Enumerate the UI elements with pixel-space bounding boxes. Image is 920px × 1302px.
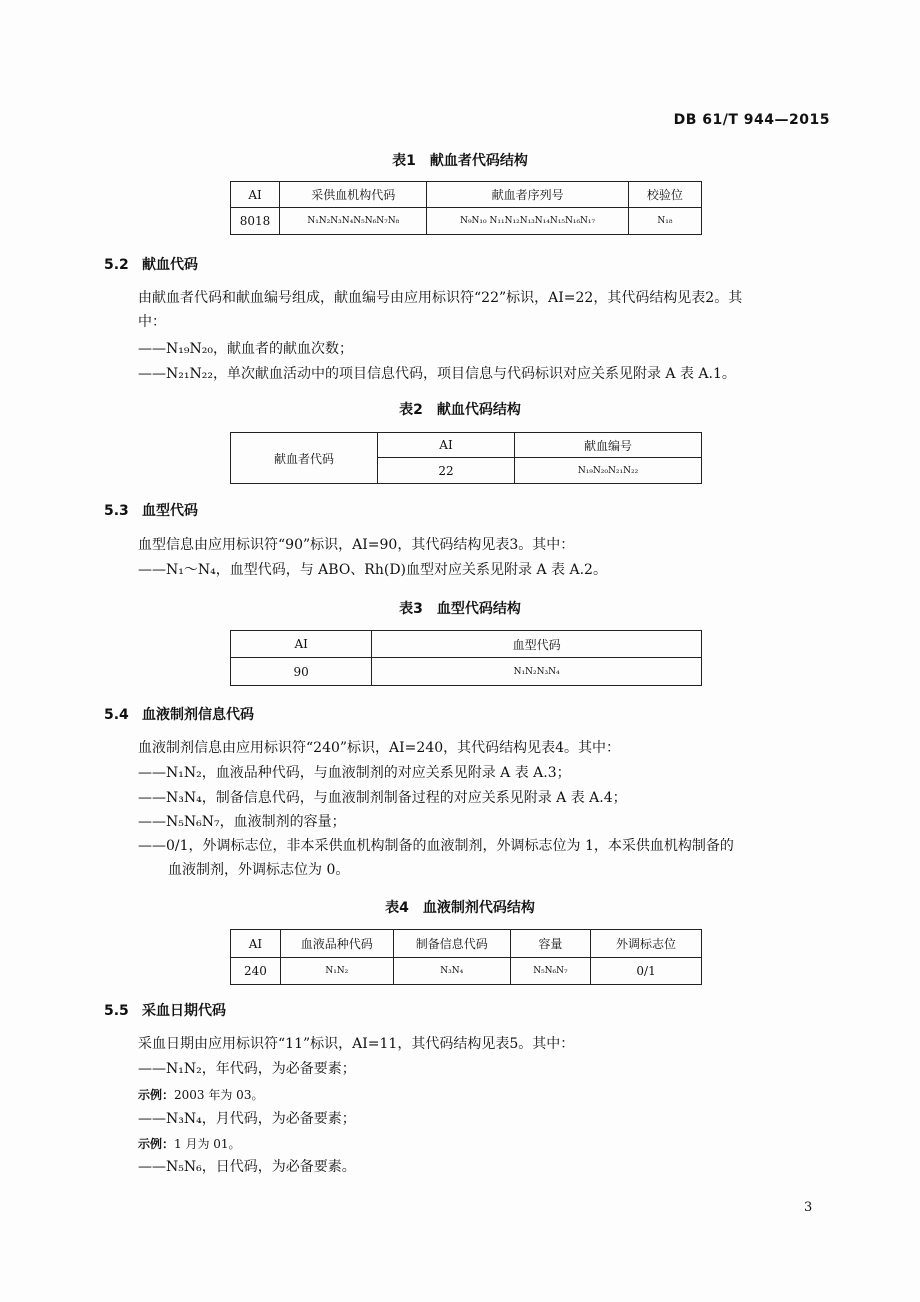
table4-header-prep: 制备信息代码	[393, 930, 510, 958]
table2-header-donation-no: 献血编号	[515, 433, 702, 458]
section-5-4-item4: ——0/1，外调标志位，非本采供血机构制备的血液制剂，外调标志位为 1，本采供血机构制备的	[138, 838, 734, 854]
table4-cell-flag: 0/1	[591, 958, 702, 985]
table4-header-volume: 容量	[510, 930, 590, 958]
section-5-2-item1: ——N₁₉N₂₀，献血者的献血次数；	[138, 341, 353, 357]
section-5-3-title: 血型代码	[142, 503, 198, 519]
table4-header-ai: AI	[231, 930, 281, 958]
table4	[230, 929, 702, 985]
table3	[230, 630, 702, 686]
example2-label: 示例：	[138, 1137, 175, 1151]
table3-header-blood-type: 血型代码	[372, 631, 702, 658]
table2-caption-num: 表2	[399, 402, 423, 418]
section-5-5-title: 采血日期代码	[142, 1003, 226, 1019]
table1-caption-title: 献血者代码结构	[429, 153, 528, 169]
table3-caption-title: 血型代码结构	[436, 601, 521, 617]
table4-header-flag: 外调标志位	[591, 930, 702, 958]
table1-header-seq: 献血者序列号	[427, 182, 628, 208]
section-5-5-item1: ——N₁N₂，年代码，为必备要素；	[138, 1061, 356, 1077]
section-5-4-heading	[104, 704, 254, 724]
table2-donor-code-cell: 献血者代码	[231, 433, 378, 484]
example1-label: 示例：	[138, 1088, 175, 1102]
table3-cell-blood-type: N₁N₂N₃N₄	[372, 658, 702, 686]
table1-cell-ai: 8018	[231, 208, 280, 235]
table4-cell-variety: N₁N₂	[280, 958, 393, 985]
table3-cell-ai: 90	[231, 658, 372, 686]
table4-caption-num: 表4	[385, 900, 409, 916]
section-5-3-item1: ——N₁～N₄，血型代码，与 ABO、Rh(D)血型对应关系见附录 A 表 A.2。	[138, 562, 607, 578]
section-5-2-para-cont: 中：	[138, 314, 166, 330]
section-5-2-num: 5.2	[104, 257, 129, 273]
section-5-4-num: 5.4	[104, 707, 129, 723]
section-5-3-para: 血型信息由应用标识符“90”标识，AI=90，其代码结构见表3。其中：	[138, 537, 575, 553]
table2	[230, 432, 702, 484]
section-5-4-item4-cont: 血液制剂，外调标志位为 0。	[168, 862, 350, 878]
table1-caption-num: 表1	[392, 153, 416, 169]
example2-text: 1 月为 01。	[174, 1137, 241, 1151]
section-5-5-item2: ——N₃N₄，月代码，为必备要素；	[138, 1111, 356, 1127]
table2-header-ai: AI	[378, 433, 515, 458]
table4-caption	[0, 897, 920, 917]
table1-cell-check: N₁₈	[628, 208, 701, 235]
table3-caption	[0, 598, 920, 618]
section-5-5-example1	[138, 1086, 263, 1103]
section-5-2-para: 由献血者代码和献血编号组成，献血编号由应用标识符“22”标识，AI=22，其代码结构见表2。其	[138, 290, 743, 306]
section-5-5-item3: ——N₅N₆，日代码，为必备要素。	[138, 1159, 356, 1175]
section-5-2-heading	[104, 254, 198, 274]
table1-caption	[0, 150, 920, 170]
section-5-4-item1: ——N₁N₂，血液品种代码，与血液制剂的对应关系见附录 A 表 A.3；	[138, 765, 571, 781]
table2-cell-donation-no: N₁₉N₂₀N₂₁N₂₂	[515, 458, 702, 484]
page-number: 3	[804, 1200, 813, 1215]
table1-header-check: 校验位	[628, 182, 701, 208]
table1	[230, 181, 702, 235]
table1-cell-seq: N₉N₁₀ N₁₁N₁₂N₁₃N₁₄N₁₅N₁₆N₁₇	[427, 208, 628, 235]
table4-cell-prep: N₃N₄	[393, 958, 510, 985]
section-5-5-example2	[138, 1135, 241, 1152]
section-5-5-para: 采血日期由应用标识符“11”标识，AI=11，其代码结构见表5。其中：	[138, 1036, 575, 1052]
section-5-4-item2: ——N₃N₄，制备信息代码，与血液制剂制备过程的对应关系见附录 A 表 A.4；	[138, 790, 627, 806]
table1-header-org: 采供血机构代码	[280, 182, 427, 208]
section-5-2-title: 献血代码	[142, 257, 198, 273]
table2-cell-ai: 22	[378, 458, 515, 484]
table3-header-ai: AI	[231, 631, 372, 658]
doc-code-header: DB 61/T 944—2015	[673, 112, 830, 128]
table4-header-variety: 血液品种代码	[280, 930, 393, 958]
table2-caption	[0, 399, 920, 419]
section-5-5-num: 5.5	[104, 1003, 129, 1019]
section-5-5-heading	[104, 1000, 226, 1020]
section-5-4-title: 血液制剂信息代码	[142, 707, 254, 723]
section-5-3-heading	[104, 500, 198, 520]
table4-cell-ai: 240	[231, 958, 281, 985]
table4-caption-title: 血液制剂代码结构	[422, 900, 535, 916]
section-5-4-item3: ——N₅N₆N₇，血液制剂的容量；	[138, 814, 346, 830]
table4-cell-volume: N₅N₆N₇	[510, 958, 590, 985]
table3-caption-num: 表3	[399, 601, 423, 617]
section-5-4-para: 血液制剂信息由应用标识符“240”标识，AI=240，其代码结构见表4。其中：	[138, 740, 621, 756]
section-5-2-item2: ——N₂₁N₂₂，单次献血活动中的项目信息代码，项目信息与代码标识对应关系见附录 A 表 A.1。	[138, 366, 736, 382]
table1-cell-org: N₁N₂N₃N₄N₅N₆N₇N₈	[280, 208, 427, 235]
table1-header-ai: AI	[231, 182, 280, 208]
section-5-3-num: 5.3	[104, 503, 129, 519]
table2-caption-title: 献血代码结构	[436, 402, 521, 418]
example1-text: 2003 年为 03。	[174, 1088, 264, 1102]
